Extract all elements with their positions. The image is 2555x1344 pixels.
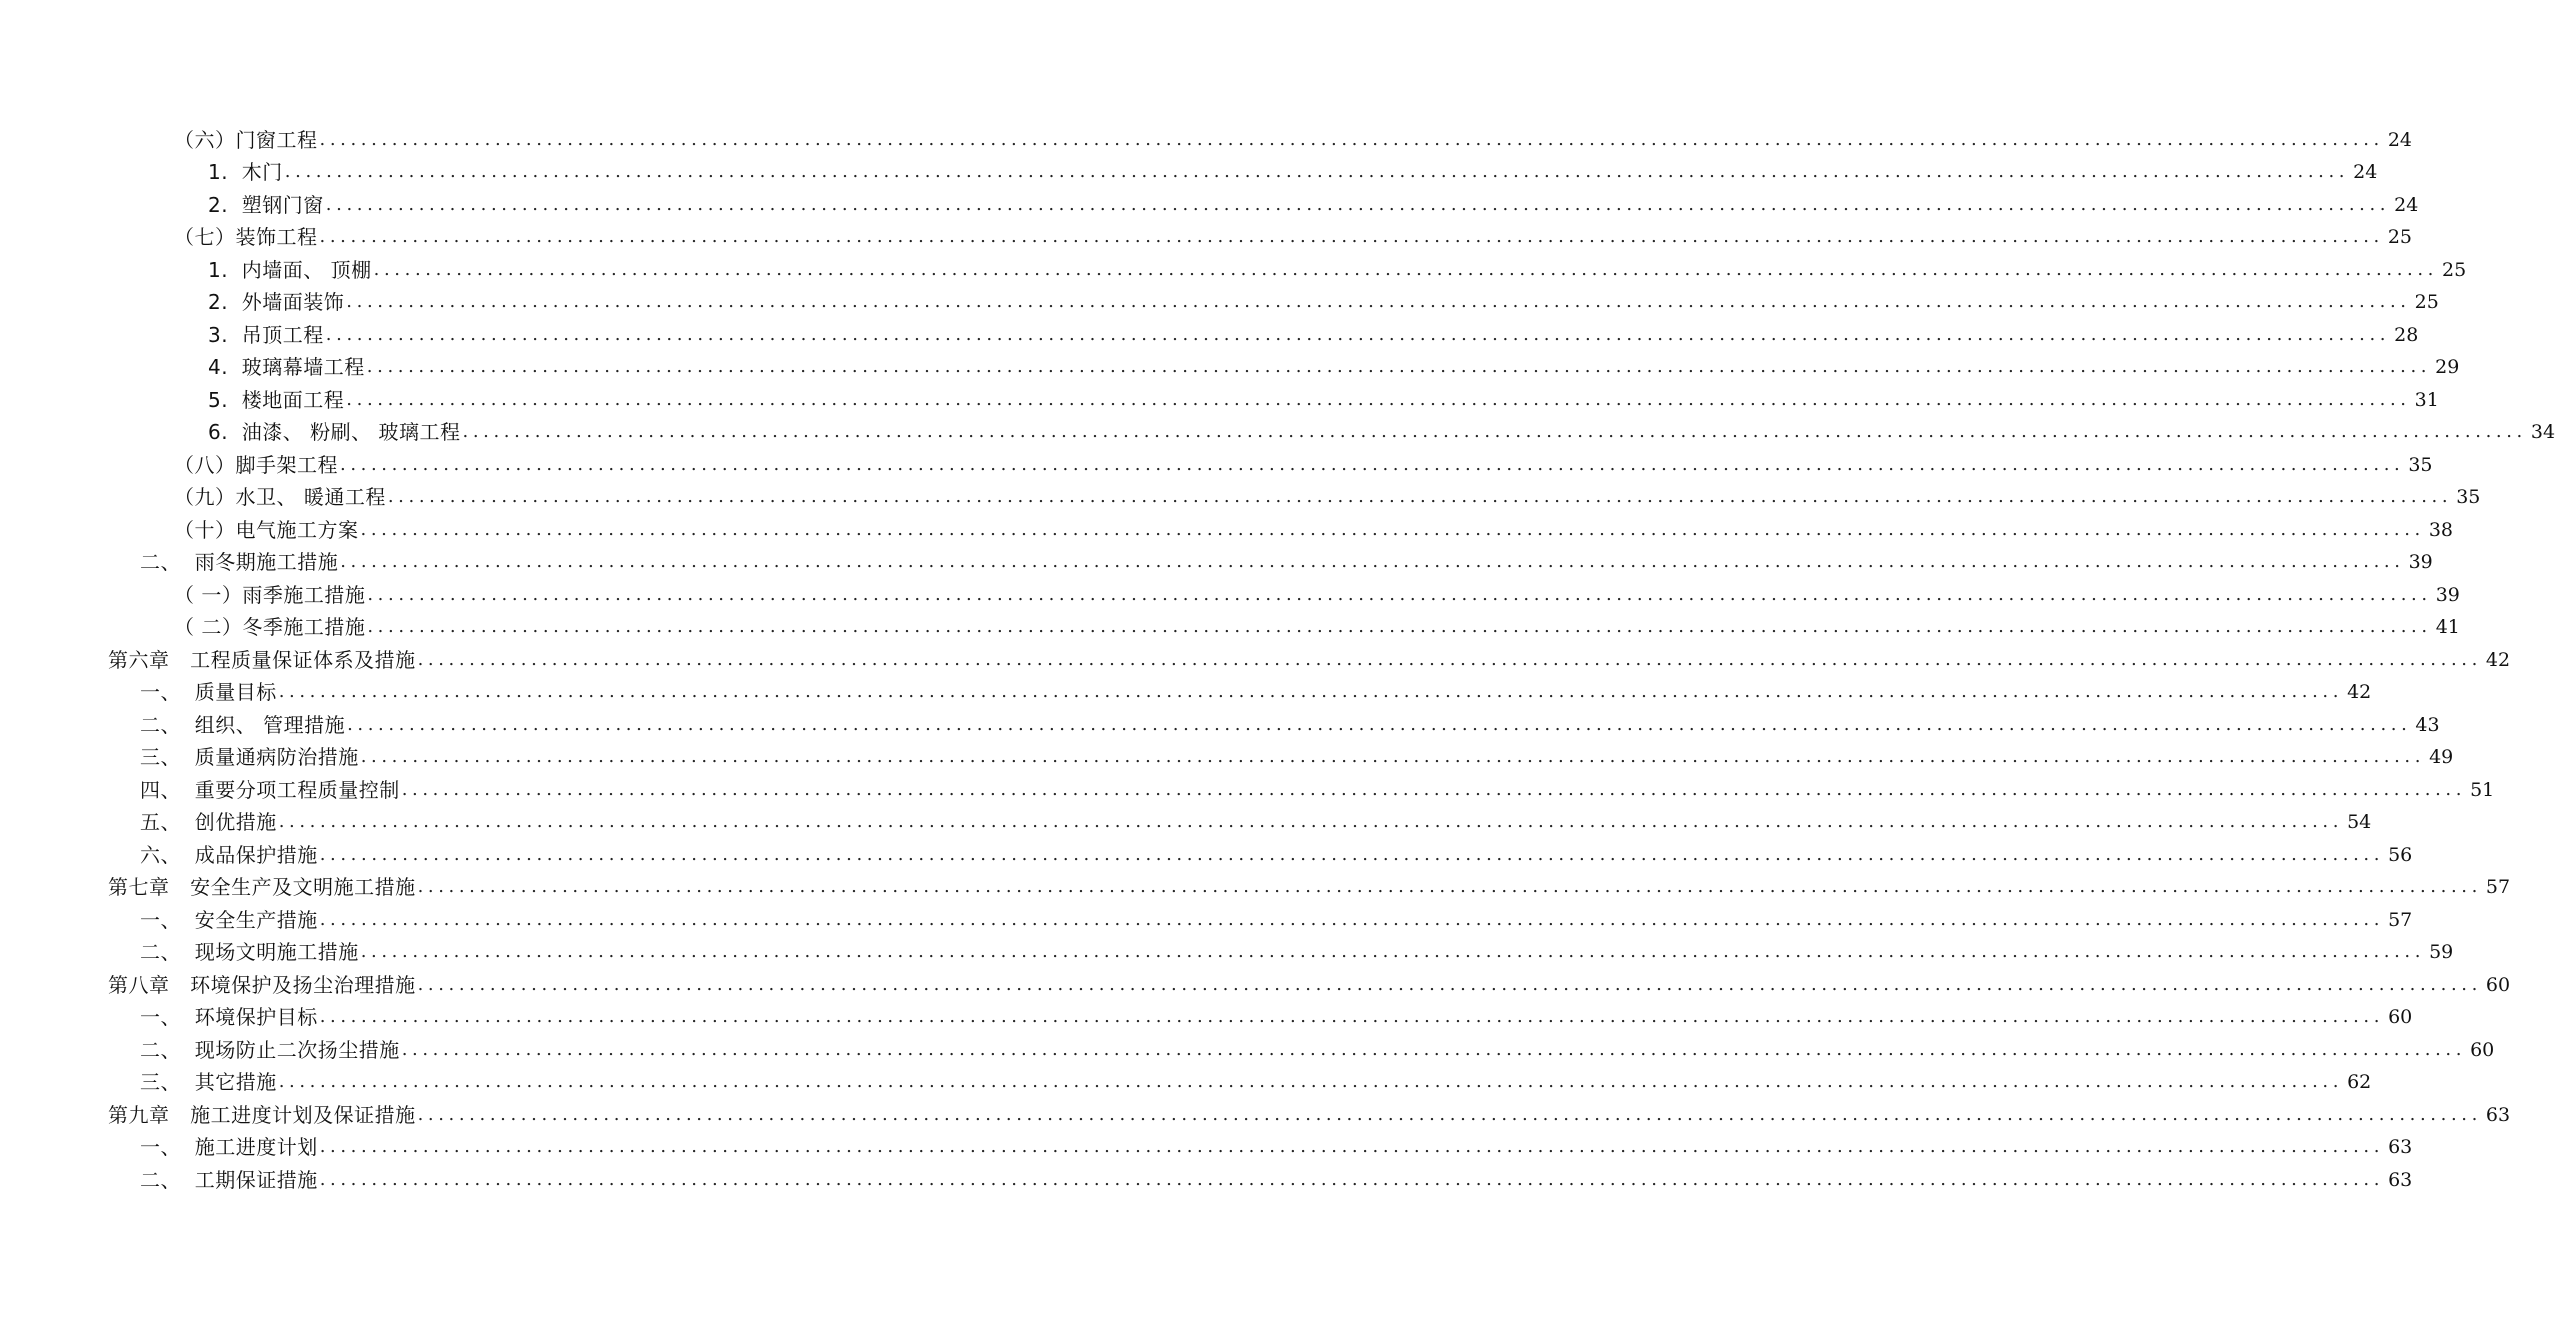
toc-dot-leader: ........................................................................................................................................................................................................ xyxy=(278,1071,2344,1092)
toc-dot-leader: ........................................................................................................................................................................................................ xyxy=(367,616,2432,637)
toc-entry-line xyxy=(208,419,2555,445)
toc-entry[interactable] xyxy=(0,770,2495,803)
toc-dot-leader: ........................................................................................................................................................................................................ xyxy=(360,746,2426,767)
toc-entry[interactable] xyxy=(0,640,2511,673)
toc-entry[interactable] xyxy=(0,933,2454,966)
toc-entry-title: 5. 楼地面工程 xyxy=(208,387,345,412)
toc-entry-line xyxy=(174,127,2413,153)
toc-entry[interactable] xyxy=(0,608,2460,641)
toc-entry-line xyxy=(140,1069,2372,1095)
toc-page-number: 43 xyxy=(2415,713,2440,736)
toc-dot-leader: ........................................................................................................................................................................................................ xyxy=(462,421,2527,442)
toc-entry-title: 三、 质量通病防治措施 xyxy=(140,745,359,769)
toc-entry-title: （六）门窗工程 xyxy=(174,127,318,152)
toc-entry-title: 2. 塑钢门窗 xyxy=(208,192,324,217)
toc-page-number: 54 xyxy=(2347,811,2372,833)
toc-entry-title: 二、 现场防止二次扬尘措施 xyxy=(140,1037,400,1062)
toc-entry-line xyxy=(140,744,2454,770)
toc-entry-line xyxy=(208,354,2460,380)
toc-entry[interactable] xyxy=(0,120,2413,153)
toc-entry-title: 一、 施工进度计划 xyxy=(140,1135,318,1159)
toc-entry[interactable] xyxy=(0,1063,2372,1096)
toc-entry-title: （ 二）冬季施工措施 xyxy=(174,615,366,639)
toc-entry[interactable] xyxy=(0,673,2372,706)
toc-entry[interactable] xyxy=(0,835,2413,868)
toc-page-number: 24 xyxy=(2387,128,2413,151)
toc-entry-title: 二、 组织、 管理措施 xyxy=(140,712,346,737)
toc-dot-leader: ........................................................................................................................................................................................................ xyxy=(417,973,2482,995)
toc-page-number: 31 xyxy=(2414,388,2439,411)
table-of-contents xyxy=(0,120,2555,1193)
toc-entry-title: 一、 安全生产措施 xyxy=(140,907,318,932)
toc-entry[interactable] xyxy=(0,445,2433,478)
toc-entry[interactable] xyxy=(0,543,2433,576)
toc-dot-leader: ........................................................................................................................................................................................................ xyxy=(340,551,2405,572)
toc-dot-leader: ........................................................................................................................................................................................................ xyxy=(319,1136,2385,1157)
toc-entry-title: 二、 工期保证措施 xyxy=(140,1167,318,1192)
toc-entry-title: 六、 成品保护措施 xyxy=(140,842,318,867)
toc-entry-line xyxy=(140,679,2372,705)
toc-entry-line xyxy=(208,257,2467,283)
toc-dot-leader: ........................................................................................................................................................................................................ xyxy=(417,648,2482,670)
toc-page-number: 62 xyxy=(2347,1071,2372,1093)
toc-entry-line xyxy=(108,647,2511,673)
toc-dot-leader: ........................................................................................................................................................................................................ xyxy=(417,876,2482,897)
toc-page-number: 39 xyxy=(2435,583,2460,606)
toc-dot-leader: ........................................................................................................................................................................................................ xyxy=(278,811,2344,832)
toc-entry-title: 二、 现场文明施工措施 xyxy=(140,940,359,964)
toc-entry-line xyxy=(208,387,2439,413)
toc-dot-leader: ........................................................................................................................................................................................................ xyxy=(360,941,2426,962)
toc-page-number: 38 xyxy=(2428,518,2454,541)
toc-entry[interactable] xyxy=(0,738,2454,771)
toc-entry-title: （ 一）雨季施工措施 xyxy=(174,582,366,607)
toc-page-number: 59 xyxy=(2429,941,2454,963)
toc-page-number: 49 xyxy=(2429,746,2454,768)
toc-entry-line xyxy=(174,224,2413,250)
toc-entry[interactable] xyxy=(0,1030,2495,1063)
toc-page-number: 56 xyxy=(2388,843,2413,866)
toc-page-number: 25 xyxy=(2387,226,2413,248)
toc-entry[interactable] xyxy=(0,380,2439,413)
toc-entry[interactable] xyxy=(0,478,2481,511)
toc-dot-leader: ........................................................................................................................................................................................................ xyxy=(346,291,2411,312)
toc-entry-line xyxy=(108,874,2511,900)
toc-page-number: 24 xyxy=(2394,193,2419,216)
toc-entry-title: 一、 环境保护目标 xyxy=(140,1005,318,1029)
toc-page-number: 57 xyxy=(2485,876,2511,898)
toc-entry[interactable] xyxy=(0,900,2413,933)
toc-dot-leader: ........................................................................................................................................................................................................ xyxy=(387,486,2453,507)
toc-dot-leader: ........................................................................................................................................................................................................ xyxy=(284,161,2350,182)
toc-dot-leader: ........................................................................................................................................................................................................ xyxy=(278,681,2344,702)
toc-dot-leader: ........................................................................................................................................................................................................ xyxy=(319,128,2384,150)
toc-entry[interactable] xyxy=(0,185,2419,218)
toc-dot-leader: ........................................................................................................................................................................................................ xyxy=(347,713,2412,735)
toc-entry-line xyxy=(140,809,2372,835)
toc-entry-line xyxy=(140,712,2440,738)
toc-page-number: 60 xyxy=(2470,1038,2495,1061)
toc-page-number: 60 xyxy=(2485,973,2511,996)
toc-page-number: 63 xyxy=(2485,1103,2511,1126)
toc-entry-line xyxy=(140,1037,2495,1063)
toc-dot-leader: ........................................................................................................................................................................................................ xyxy=(340,453,2405,475)
toc-entry-line xyxy=(208,322,2419,348)
toc-entry-line xyxy=(108,972,2511,998)
toc-entry[interactable] xyxy=(0,965,2511,998)
toc-page-number: 34 xyxy=(2530,421,2555,443)
toc-dot-leader: ........................................................................................................................................................................................................ xyxy=(401,778,2467,800)
toc-entry-line xyxy=(174,517,2454,543)
toc-entry-line xyxy=(108,1102,2511,1128)
toc-page-number: 25 xyxy=(2442,258,2467,281)
toc-entry[interactable] xyxy=(0,868,2511,901)
toc-entry-title: 第七章 安全生产及文明施工措施 xyxy=(108,875,416,899)
toc-entry[interactable] xyxy=(0,153,2378,186)
toc-entry-line xyxy=(174,614,2460,640)
toc-dot-leader: ........................................................................................................................................................................................................ xyxy=(373,258,2438,280)
toc-entry[interactable] xyxy=(0,250,2467,283)
toc-entry-line xyxy=(208,159,2378,185)
toc-entry-line xyxy=(140,777,2495,803)
toc-dot-leader: ........................................................................................................................................................................................................ xyxy=(319,1006,2385,1027)
toc-entry-line xyxy=(208,192,2419,218)
toc-entry-line xyxy=(140,939,2454,965)
toc-page-number: 42 xyxy=(2485,648,2511,671)
toc-entry-title: 1. 内墙面、 顶棚 xyxy=(208,257,372,282)
toc-entry[interactable] xyxy=(0,705,2440,738)
toc-page-number: 28 xyxy=(2394,323,2419,346)
toc-entry-line xyxy=(174,452,2433,478)
toc-entry-line xyxy=(208,289,2439,315)
toc-page-number: 25 xyxy=(2414,291,2439,313)
toc-page-number: 35 xyxy=(2456,486,2481,508)
toc-entry[interactable] xyxy=(0,348,2460,381)
toc-entry-line xyxy=(174,484,2481,510)
toc-entry-title: 3. 吊顶工程 xyxy=(208,322,324,347)
toc-entry-title: 第六章 工程质量保证体系及措施 xyxy=(108,647,416,672)
toc-page-number: 57 xyxy=(2388,908,2413,931)
toc-entry[interactable] xyxy=(0,315,2419,348)
toc-dot-leader: ........................................................................................................................................................................................................ xyxy=(417,1103,2482,1125)
toc-entry[interactable] xyxy=(0,1095,2511,1128)
toc-entry-title: 第八章 环境保护及扬尘治理措施 xyxy=(108,972,416,997)
toc-entry-title: 一、 质量目标 xyxy=(140,680,277,704)
toc-entry-title: 第九章 施工进度计划及保证措施 xyxy=(108,1102,416,1127)
toc-entry[interactable] xyxy=(0,803,2372,836)
toc-entry[interactable] xyxy=(0,218,2413,251)
toc-entry-title: 五、 创优措施 xyxy=(140,810,277,834)
toc-entry-line xyxy=(174,582,2460,608)
toc-dot-leader: ........................................................................................................................................................................................................ xyxy=(319,843,2385,865)
toc-dot-leader: ........................................................................................................................................................................................................ xyxy=(360,518,2425,540)
toc-page-number: 29 xyxy=(2435,356,2460,378)
toc-dot-leader: ........................................................................................................................................................................................................ xyxy=(319,226,2384,247)
toc-entry-line xyxy=(140,1167,2413,1193)
toc-entry-title: （十）电气施工方案 xyxy=(174,517,359,542)
toc-entry[interactable] xyxy=(0,283,2439,316)
toc-entry-title: （八）脚手架工程 xyxy=(174,452,338,477)
toc-dot-leader: ........................................................................................................................................................................................................ xyxy=(346,388,2411,410)
toc-entry-title: 2. 外墙面装饰 xyxy=(208,290,345,314)
toc-entry[interactable] xyxy=(0,1160,2413,1193)
toc-entry-title: （九）水卫、 暖通工程 xyxy=(174,485,386,509)
toc-entry-title: （七）装饰工程 xyxy=(174,225,318,249)
toc-page-number: 63 xyxy=(2388,1136,2413,1158)
toc-dot-leader: ........................................................................................................................................................................................................ xyxy=(325,323,2391,345)
toc-dot-leader: ........................................................................................................................................................................................................ xyxy=(319,908,2385,930)
toc-entry-line xyxy=(140,907,2413,933)
toc-entry-title: 四、 重要分项工程质量控制 xyxy=(140,777,400,802)
toc-page-number: 60 xyxy=(2388,1006,2413,1028)
toc-dot-leader: ........................................................................................................................................................................................................ xyxy=(367,583,2432,605)
toc-dot-leader: ........................................................................................................................................................................................................ xyxy=(401,1038,2467,1060)
toc-dot-leader: ........................................................................................................................................................................................................ xyxy=(366,356,2432,377)
toc-entry[interactable] xyxy=(0,575,2460,608)
toc-entry[interactable] xyxy=(0,1128,2413,1161)
toc-entry[interactable] xyxy=(0,413,2555,446)
toc-entry[interactable] xyxy=(0,998,2413,1031)
toc-entry-line xyxy=(140,1134,2413,1160)
toc-page-number: 41 xyxy=(2435,616,2460,638)
toc-entry-title: 三、 其它措施 xyxy=(140,1070,277,1094)
toc-page-number: 24 xyxy=(2353,161,2378,183)
toc-page-number: 42 xyxy=(2347,681,2372,703)
toc-page-number: 35 xyxy=(2408,453,2433,476)
toc-entry-line xyxy=(140,549,2433,575)
toc-entry-line xyxy=(140,1004,2413,1030)
toc-page-number: 39 xyxy=(2408,551,2433,573)
toc-dot-leader: ........................................................................................................................................................................................................ xyxy=(325,193,2391,215)
toc-entry-title: 二、 雨冬期施工措施 xyxy=(140,550,339,574)
toc-dot-leader: ........................................................................................................................................................................................................ xyxy=(319,1168,2385,1190)
toc-entry-title: 1. 木门 xyxy=(208,160,283,184)
toc-entry-title: 6. 油漆、 粉刷、 玻璃工程 xyxy=(208,420,461,444)
toc-entry-title: 4. 玻璃幕墙工程 xyxy=(208,355,365,379)
toc-entry-line xyxy=(140,842,2413,868)
toc-entry[interactable] xyxy=(0,510,2454,543)
toc-page-number: 51 xyxy=(2470,778,2495,801)
toc-page-number: 63 xyxy=(2388,1168,2413,1191)
